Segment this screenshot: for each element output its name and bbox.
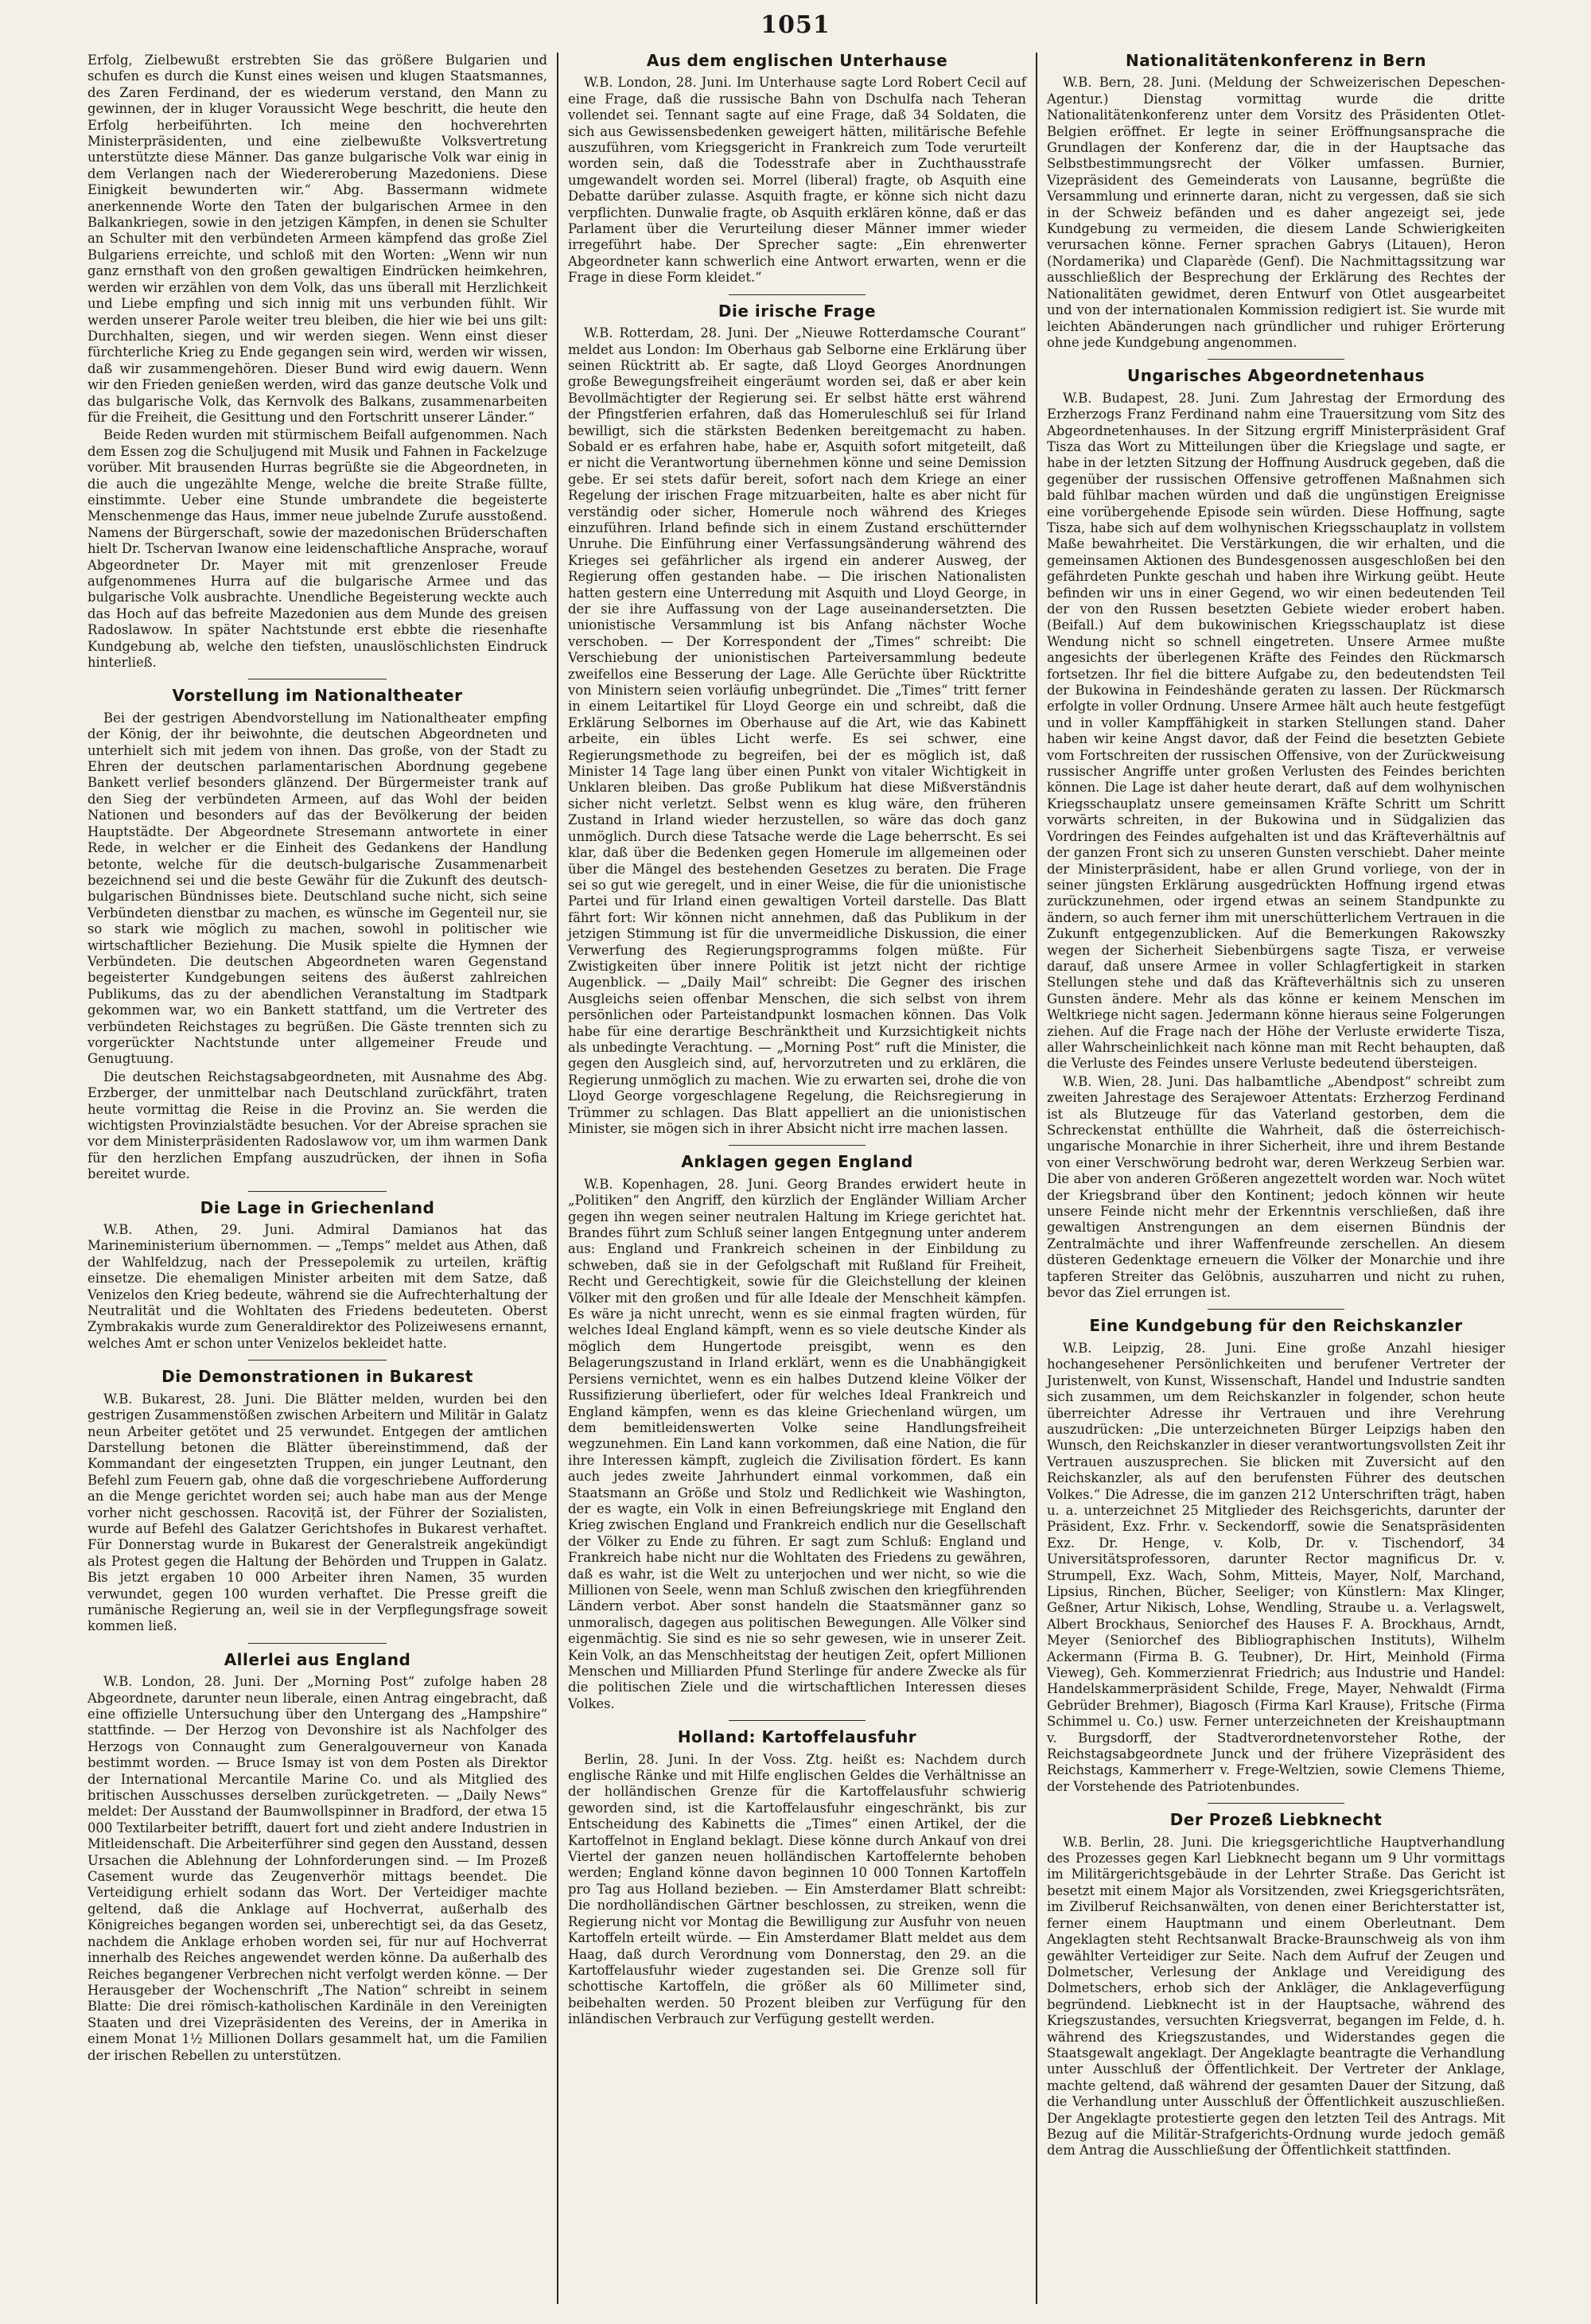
divider <box>1208 1803 1345 1804</box>
page-number: 1051 <box>760 11 831 39</box>
headline-kundgebung: Eine Kundgebung für den Reichskanzler <box>1089 1316 1463 1336</box>
article-paragraph: Bei der gestrigen Abendvorstellung im Nationaltheater empfing der König, der ihr beiwohnte, die deutschen Abgeordneten und unterhielt sich mit jedem von ihnen. Das große, von der Stadt zu Ehren der deutschen parlamentarischen Abordnung gegebene Bankett verlief besonders glänzend. Der Bürgermeister trank auf den Sieg der verbündeten Armeen, auf das Wohl der beiden Nationen und besonders auf das der Bevölkerung der beiden Hauptstädte. Der Abgeordnete Stresemann antwortete in einer Rede, in welcher er die Einheit des Gedankens der Handlung betonte, welche für die deutsch-bulgarische Zusammenarbeit bezeichnend sei und die beste Gewähr für die Zukunft des deutsch-bulgarischen Bündnisses biete. Deutschland suche nicht, sich seine Verbündeten dienstbar zu machen, es wünsche im Gegenteil nur, sie so stark wie möglich zu machen, sowohl in politischer wie wirtschaftlicher Beziehung. Die Musik spielte die Hymnen der Verbündeten. Die deutschen Abgeordneten waren Gegenstand begeisterter Kundgebungen seitens des äußerst zahlreichen Publikums, das zu der abendlichen Veranstaltung im Stadtpark gekommen war, wo ein Bankett stattfand, um die Vertreter des verbündeten Reichstages zu begrüßen. Die Gäste trennten sich zu vorgerückter Nachtstunde unter allgemeiner Freude und Genugtuung. <box>88 710 547 1067</box>
article-paragraph: Beide Reden wurden mit stürmischem Beifall aufgenommen. Nach dem Essen zog die Schuljugend mit Musik und Fahnen in Fackelzuge vorüber. Mit brausenden Hurras begrüßte sie die Abgeordneten, in die auch die ungezählte Menge, welche die breite Straße füllte, einstimmte. Ueber eine Stunde umbrandete die begeisterte Menschenmenge das Haus, immer neue jubelnde Zurufe ausstoßend. Namens der Bürgerschaft, sowie der mazedonischen Brüderschaften hielt Dr. Tschervan Iwanow eine leidenschaftliche Ansprache, worauf Abgeordneter Dr. Mayer mit mit grenzenloser Freude aufgenommenes Hurra auf die bulgarische Armee und das bulgarische Volk ausbrachte. Unendliche Begeisterung weckte auch das Hoch auf das befreite Mazedonien aus dem Munde des greisen Radoslawow. In später Nachtstunde erst ebbte die riesenhafte Kundgebung ab, welche den tiefsten, unauslöschlichsten Eindruck hinterließ. <box>88 427 547 671</box>
article-paragraph: W.B. Berlin, 28. Juni. Die kriegsgerichtliche Hauptverhandlung des Prozesses gegen Karl Liebknecht begann um 9 Uhr vormittags im Militärgerichtsgebäude in der Lehrter Straße. Das Gericht ist besetzt mit einem Major als Vorsitzenden, zwei Kriegsgerichtsräten, im Zivilberuf Reichsanwälten, von denen einer Berichterstatter ist, ferner einem Hauptmann und einem Oberleutnant. Dem Angeklagten steht Rechtsanwalt Bracke-Braunschweig als von ihm gewählter Verteidiger zur Seite. Nach dem Aufruf der Zeugen und Dolmetscher, Verlesung der Anklage und Vereidigung des Dolmetschers, erhob sich der Ankläger, die Anklageverfügung begründend. Liebknecht ist in der Hauptsache, während des Kriegszustandes, versuchten Kriegsverrat, begangen im Felde, d. h. während des Kriegszustandes, und Widerstandes gegen die Staatsgewalt angeklagt. Der Angeklagte beantragte die Verhandlung unter Ausschluß der Öffentlichkeit. Der Vertreter der Anklage, machte geltend, daß während der gesamten Dauer der Sitzung, daß die Verhandlung unter Ausschluß der Öffentlichkeit auszuschließen. Der Angeklagte protestierte gegen den letzten Teil des Antrags. Mit Bezug auf die Militär-Strafgerichts-Ordnung wurde jedoch gemäß dem Antrag die Ausschließung der Öffentlichkeit stattfinden. <box>1047 1834 1505 2159</box>
headline-bukarest: Die Demonstrationen in Bukarest <box>161 1367 473 1387</box>
article-paragraph: Die deutschen Reichstagsabgeordneten, mit Ausnahme des Abg. Erzberger, der unmittelbar nach Deutschland zurückfährt, traten heute vormittag die Reise in die Provinz an. Sie werden die wichtigsten Provinzialstädte besuchen. Vor der Abreise sprachen sie vor dem Ministerpräsidenten Radoslawow vor, um ihm warmen Dank für den herzlichen Empfang auszudrücken, der ihnen in Sofia bereitet wurde. <box>88 1069 547 1182</box>
divider <box>729 1145 866 1146</box>
headline-ungarn: Ungarisches Abgeordnetenhaus <box>1126 366 1426 386</box>
headline-anklagen: Anklagen gegen England <box>681 1152 913 1172</box>
article-paragraph: W.B. Rotterdam, 28. Juni. Der „Nieuwe Rotterdamsche Courant“ meldet aus London: Im Oberhaus gab Selborne eine Erklärung über seinen Rücktritt ab. Er sagte, daß Lloyd Georges Anordnungen große Bewegungsfreiheit eingeräumt worden sei, daß er aber kein Bevollmächtigter der Regierung sei. Er selbst hätte erst während der Pfingstferien erfahren, daß das Homeruleschluß sei für Irland bewilligt, sich die stärksten Bedenken bereitgemacht zu haben. Sobald er es erfahren habe, habe er, Asquith sofort mitgeteilt, daß er nicht die Verantwortung übernehmen könne und seine Demission gebe. Er sei stets dafür bereit, sofort nach dem Kriege an einer Regelung der irischen Frage mitzuarbeiten, halte es aber nicht für verständig oder sicher, Homerule noch während des Krieges einzuführen. Irland befinde sich in einem Zustand erschütternder Unruhe. Die Einführung einer Verfassungsänderung während des Krieges sei gefährlicher als irgend ein anderer Ausweg, der Regierung offen gestanden habe. — Die irischen Nationalisten hatten gestern eine Unterredung mit Asquith und Lloyd George, in der sie ihre Auffassung von der Lage auseinandersetzten. Die unionistische Versammlung ist bis Anfang nächster Woche verschoben. — Der Korrespondent der „Times“ schreibt: Die Verschiebung der unionistischen Parteiversammlung bedeute zweifellos eine Besserung der Lage. Alle Gerüchte über Rücktritte von Ministern seien vorläufig unbegründet. Die „Times“ tritt ferner in einem Leitartikel für Lloyd George ein und schreibt, daß die Erklärung Selbornes im Oberhause auf die Art, wie das Kabinett arbeite, ein übles Licht werfe. Es sei schwer, eine Regierungsmethode zu begreifen, bei der es möglich ist, daß Minister 14 Tage lang über einen Punkt von vitaler Wichtigkeit in Unklaren bleiben. Das große Publikum hat diese Mißverständnis sicher nicht verletzt. Selbst wenn es klug wäre, den früheren Zustand in Irland wieder herzustellen, so wäre das doch ganz unmöglich. Durch diese Tatsache werde die Lage beherrscht. Es sei klar, daß über die Bedenken gegen Homerule im allgemeinen oder über die Mängel des bestehenden Gesetzes zu beraten. Die Frage sei so gut wie geregelt, und in einer Weise, die für die unionistische Partei und für Irland einen gewaltigen Vorteil darstelle. Das Blatt fährt fort: Wir können nicht annehmen, daß das Publikum in der jetzigen Stimmung ist für die unvermeidliche Diskussion, die einer Verwerfung des Regierungsprogramms folgen müßte. Für Zwistigkeiten über innere Politik ist jetzt nicht der richtige Augenblick. — „Daily Mail“ schreibt: Die Gegner des irischen Ausgleichs seien offenbar Menschen, die sich selbst von ihrem persönlichen oder Parteistandpunkt losmachen können. Das Volk habe für eine derartige Beschränktheit und Kurzsichtigkeit nichts als unbedingte Verachtung. — „Morning Post“ ruft die Minister, die gegen den Ausgleich sind, auf, hervorzutreten und zu erklären, die Regierung unmöglich zu machen. Wie zu erwarten sei, drohe die von Lloyd George vorgeschlagene Regelung, die Reichsregierung in Trümmer zu schlagen. Das Blatt appelliert an die unionistischen Minister, sie mögen sich in ihrer Absicht nicht irre machen lassen. <box>568 325 1026 1136</box>
divider <box>1208 1309 1345 1310</box>
article-paragraph: W.B. Bukarest, 28. Juni. Die Blätter melden, wurden bei den gestrigen Zusammenstößen zwischen Arbeitern und Militär in Galatz neun Arbeiter getötet und 25 verwundet. Entgegen der amtlichen Darstellung betonen die Blätter übereinstimmend, daß der Kommandant der eingesetzten Truppen, ein junger Leutnant, den Befehl zum Feuern gab, ohne daß die vorgeschriebene Aufforderung an die Menge gerichtet worden sei; auch habe man aus der Menge vorher nicht geschossen. Racoviță ist, der Führer der Sozialisten, wurde auf Befehl des Galatzer Gerichtshofes in Bukarest verhaftet. Für Donnerstag wurde in Bukarest der Generalstreik angekündigt als Protest gegen die Haltung der Behörden und Truppen in Galatz. Bis jetzt ergaben 10 000 Arbeiter ihren Namen, 35 wurden verwundet, gegen 100 wurden verhaftet. Die Presse greift die rumänische Regierung an, weil sie in der Verpflegungsfrage soweit kommen ließ. <box>88 1391 547 1634</box>
headline-england: Allerlei aus England <box>224 1649 411 1669</box>
column-1 <box>78 53 557 2304</box>
divider <box>729 1720 866 1721</box>
article-paragraph: W.B. Leipzig, 28. Juni. Eine große Anzahl hiesiger hochangesehener Persönlichkeiten und berufener Vertreter der Juristenwelt, von Kunst, Wissenschaft, Handel und Industrie sandten sich zusammen, um dem Reichskanzler in folgender, schon heute überreichter Adresse ihr Vertrauen und ihre Verehrung auszudrücken: „Die unterzeichneten Bürger Leipzigs haben den Wunsch, den Reichskanzler in dieser verantwortungsvollsten Zeit ihr Vertrauen auszusprechen. Sie blicken mit Zuversicht auf den Reichskanzler, als auf den berufensten Führer des deutschen Volkes.“ Die Adresse, die im ganzen 212 Unterschriften trägt, haben u. a. unterzeichnet 25 Mitglieder des Reichsgerichts, darunter der Präsident, Exz. Frhr. v. Seckendorff, sowie die Senatspräsidenten Exz. Dr. Henge, v. Kolb, Dr. v. Tischendorf, 34 Universitätsprofessoren, darunter Rector magnificus Dr. v. Strumpell, Exz. Wach, Sohm, Mitteis, Mayer, Nolf, Marchand, Lipsius, Rinchen, Bücher, Seeliger; von Künstlern: Max Klinger, Geßner, Artur Nikisch, Lohse, Wendling, Straube u. a. Verlagswelt, Albert Brockhaus, Seniorchef des Hauses F. A. Brockhaus, Arndt, Meyer (Seniorchef des Bibliographischen Instituts), Wilhelm Ackermann (Firma B. G. Teubner), Dr. Hirt, Meinhold (Firma Vieweg), Geh. Kommerzienrat Friedrich; aus Industrie und Handel: Handelskammerpräsident Schilde, Frege, Mayer, Nehwaldt (Firma Gebrüder Brehmer), Biagosch (Firma Karl Krause), Fritsche (Firma Schimmel u. Co.) usw. Ferner unterzeichneten der Kreishauptmann v. Burgsdorff, der Stadtverordnetenvorsteher Rothe, der Reichstagsabgeordnete Junck und der frühere Vizepräsident des Reichstags, Kammerherr v. Frege-Weltzien, sowie Clemens Thieme, der Vorstehende des Patriotenbundes. <box>1047 1340 1505 1794</box>
article-paragraph: W.B. Wien, 28. Juni. Das halbamtliche „Abendpost“ schreibt zum zweiten Jahrestage des Serajewoer Attentats: Erzherzog Ferdinand ist als Blutzeuge für das Vaterland gestorben, dem die Schreckenstat enthüllte die Wahrheit, daß die österreichisch-ungarische Monarchie in ihrer Sicherheit, ihre und ihrem Bestande von einer Verschwörung bedroht war, deren Werkzeug Serbien war. Die aber von anderen Größeren angezettelt worden war. Noch wütet der Kriegsbrand über den Kontinent; jedoch können wir heute unsere Feinde nicht mehr der Erkenntnis verschließen, daß ihre gewaltigen Anstrengungen an dem eisernen Bündnis der Zentralmächte und ihrer Waffenfreunde zerschellen. An diesem düsteren Gedenktage erneuern die Völker der Monarchie und ihre tapferen Streiter das Gelöbnis, auszuharren und nicht zu ruhen, bevor das Ziel errungen ist. <box>1047 1073 1505 1301</box>
column-2 <box>557 53 1036 2304</box>
headline-griechenland: Die Lage in Griechenland <box>200 1197 435 1217</box>
article-paragraph: Erfolg, Zielbewußt erstrebten Sie das größere Bulgarien und schufen es durch die Kunst eines weisen und klugen Staatsmannes, des Zaren Ferdinand, der es wiederum verstand, den Mann zu gewinnen, der in kluger Voraussicht Wege beschritt, die heute den Erfolg herbeiführten. Ich meine den hochverehrten Ministerpräsidenten, und eine zielbewußte Volksvertretung unterstützte diese Männer. Das ganze bulgarische Volk war einig in dem Verlangen nach der Wiedereroberung Mazedoniens. Diese Einigkeit bewunderten wir.“ Abg. Bassermann widmete anerkennende Worte den Taten der bulgarischen Armee in den Balkankriegen, sowie in den jetzigen Kämpfen, in denen sie Schulter an Schulter mit den verbündeten Armeen kämpfend das große Ziel Bulgariens erreichte, und schloß mit den Worten: „Wenn wir nun ganz ernsthaft von den großen gewaltigen Eindrücken heimkehren, werden wir erzählen von dem Volk, das uns überall mit Herzlichkeit und Liebe empfing und sich innig mit uns verbunden fühlt. Wir werden unserer Parole weiter treu bleiben, die hier wie bei uns gilt: Durchhalten, siegen, und wir werden siegen. Wenn einst dieser fürchterliche Krieg zu Ende gegangen sein wird, werden wir wissen, daß wir zusammengehören. Dieser Bund wird ewig dauern. Wenn wir den Frieden genießen werden, wird das ganze deutsche Volk und das bulgarische Volk, das Kernvolk des Balkans, zusammenarbeiten für die Freiheit, die Gesittung und den Fortschritt unserer Länder.“ <box>88 53 547 425</box>
article-paragraph: W.B. Athen, 29. Juni. Admiral Damianos hat das Marineministerium übernommen. — „Temps“ meldet aus Athen, daß der Wahlfeldzug, nach der Pressepolemik zu urteilen, kräftig einsetze. Die ehemaligen Minister arbeiten mit dem Satze, daß Venizelos den Krieg bedeute, während sie die Aufrechterhaltung der Neutralität und die Wohltaten des Friedens bedeuteten. Oberst Zymbrakakis wurde zum Generaldirektor des Polizeiwesens ernannt, welches Amt er schon unter Venizelos bekleidet hatte. <box>88 1222 547 1351</box>
article-paragraph: W.B. Kopenhagen, 28. Juni. Georg Brandes erwidert heute in „Politiken“ den Angriff, den kürzlich der Engländer William Archer gegen ihn wegen seiner neutralen Haltung im Kriege gerichtet hat. Brandes führt zum Schluß seiner langen Entgegnung unter anderem aus: England und Frankreich scheinen in der Einbildung zu schweben, daß sie in der Gefolgschaft mit Rußland für Freiheit, Recht und Gerechtigkeit, sowie für die Gleichstellung der kleinen Völker mit den großen und für alle Ideale der Menschheit kämpfen. Es wäre ja nicht unrecht, wenn es sie einmal fragten würden, für welches Ideal England kämpft, wenn es so viele deutsche Kinder als möglich dem Hungertode preisgibt, wenn es den Belagerungszustand in Irland erklärt, wenn es die Unabhängigkeit Persiens vernichtet, wenn es ein halbes Dutzend kleine Völker der Russifizierung überliefert, oder für welches Ideal Frankreich und England kämpfen, wenn es das kleine Griechenland würgen, um dem bemitleidenswerten Volke seine Handlungsfreiheit wegzunehmen. Ein Land kann vorkommen, daß eine Nation, die für ihre Interessen kämpft, zugleich die Zivilisation fördert. Es kann auch jedes zweite Jahrhundert einmal vorkommen, daß ein Staatsmann an Größe und Stolz und Redlichkeit wie Washington, der es wagte, ein Volk in einen Befreiungskriege mit England den Krieg zwischen England und Frankreich endlich nur die Gesellschaft der Völker zu Ende zu führen. Er sagt zum Schluß: England und Frankreich habe nicht nur die Wohltaten des Friedens zu gewähren, daß es wahr, ist die Welt zu unterjochen und wer nicht, so wie die Millionen von Seele, wenn man Schluß zwischen den kriegführenden Ländern verbot. Aber sonst handeln die Staatsmänner ganz so unmoralisch, dagegen aus politischen Bewegungen. Alle Völker sind eigenmächtig. Sie sind es nie so sehr gewesen, wie in unserer Zeit. Kein Volk, an das Menschheitstag der heutigen Zeit, opfert Millionen Menschen und Milliarden Pfund Sterlinge für andere Zwecke als für die politischen Ziele und die wirtschaftlichen Interessen dieses Volkes. <box>568 1176 1026 1711</box>
newspaper-columns <box>78 53 1516 2304</box>
column-3 <box>1036 53 1515 2304</box>
headline-holland: Holland: Kartoffelausfuhr <box>677 1727 917 1747</box>
headline-vorstellung: Vorstellung im Nationaltheater <box>172 686 463 706</box>
article-paragraph: W.B. Bern, 28. Juni. (Meldung der Schweizerischen Depeschen-Agentur.) Dienstag vormittag wurde die dritte Nationalitätenkonferenz unter dem Vorsitz des Präsidenten Otlet-Belgien eröffnet. Er legte in seiner Eröffnungsansprache die Grundlagen der Konferenz dar, die in der Hauptsache das Selbstbestimmungsrecht der Völker umfassen. Burnier, Vizepräsident des Gemeinderats von Lausanne, begrüßte die Versammlung und erinnerte daran, nicht zu vergessen, daß sie sich in der Schweiz befänden und es daher angezeigt sei, jede Kundgebung zu vermeiden, die diesem Lande Schwierigkeiten verursachen könne. Ferner sprachen Gabrys (Litauen), Heron (Nordamerika) und Claparède (Genf). Die Nachmittagssitzung war ausschließlich der Besprechung der Erklärung des Rechtes der Nationalitäten gewidmet, deren Entwurf von Otlet ausgearbeitet und von der internationalen Kommission redigiert ist. Sie wurde mit leichten Abänderungen nach gründlicher und ruhiger Erörterung ohne jede Kundgebung angenommen. <box>1047 75 1505 350</box>
divider <box>729 294 866 295</box>
headline-prozess: Der Prozeß Liebknecht <box>1169 1810 1383 1830</box>
headline-irische-frage: Die irische Frage <box>718 301 877 321</box>
headline-bern: Nationalitätenkonferenz in Bern <box>1126 53 1426 70</box>
divider <box>1208 359 1345 360</box>
article-paragraph: W.B. London, 28. Juni. Der „Morning Post“ zufolge haben 28 Abgeordnete, darunter neun liberale, einen Antrag eingebracht, daß eine offizielle Untersuchung über den Untergang des „Hampshire“ stattfinde. — Der Herzog von Devonshire ist als Nachfolger des Herzogs von Connaught zum Generalgouverneur von Kanada bestimmt worden. — Bruce Ismay ist von dem Posten als Direktor der International Mercantile Marine Co. und als Mitglied des britischen Ausschusses derselben zurückgetreten. — „Daily News“ meldet: Der Ausstand der Baumwollspinner in Bradford, der etwa 15 000 Textilarbeiter betrifft, dauert fort und zieht andere Industrien in Mitleidenschaft. Die Arbeiterführer sind gegen den Ausstand, dessen Ursachen die Ablehnung der Lohnforderungen sind. — Im Prozeß Casement wurde das Zeugenverhör mittags beendet. Die Verteidigung erhielt sodann das Wort. Der Verteidiger machte geltend, daß die Anklage auf Hochverrat, außerhalb des Königreiches begangen worden sei, unberechtigt sei, da das Gesetz, nachdem die Anklage erhoben worden sei, für nur auf Hochverrat innerhalb des Reiches angewendet werden könne. Da außerhalb des Reiches begangener Verbrechen nicht verfolgt werden könne. — Der Herausgeber der Wochenschrift „The Nation“ schreibt in seinem Blatte: Die drei römisch-katholischen Kardinäle in den Vereinigten Staaten und drei Vizepräsidenten des Vereins, der in Amerika in einem Monat 1½ Millionen Dollars gesammelt hat, um die Familien der irischen Rebellen zu unterstützen. <box>88 1674 547 2063</box>
divider <box>248 1643 386 1644</box>
article-paragraph: W.B. Budapest, 28. Juni. Zum Jahrestag der Ermordung des Erzherzogs Franz Ferdinand nahm eine Trauersitzung vom Sitz des Abgeordnetenhauses. In der Sitzung ergriff Ministerpräsident Graf Tisza das Wort zu Mitteilungen über die Kriegslage und sagte, er habe in der letzten Sitzung der Hoffnung Ausdruck gegeben, daß die gegenüber der russischen Offensive getroffenen Maßnahmen sich bald fühlbar machen würden und daß die ungünstigen Ereignisse eine vorübergehende Episode sein würden. Diese Hoffnung, sagte Tisza, habe sich auf dem wolhynischen Kriegsschauplatz in vollstem Maße bewahrheitet. Die Verstärkungen, die wir erhalten, und die gemeinsamen Aktionen des Bundesgenossen ausgeschloßen bei den gefährdeten Punkte geschah und haben ihre Wirkung geübt. Heute befinden wir uns in einer Gegend, wo wir einen bedeutenden Teil der von den Russen besetzten Gebiete wieder erobert haben. (Beifall.) Auf dem bukowinischen Kriegsschauplatz ist diese Wendung nicht so schnell eingetreten. Unsere Armee mußte angesichts der überlegenen Kräfte des Feindes den Rückmarsch fortsetzen. Ihr fiel die bittere Aufgabe zu, den bedeutendsten Teil der Bukowina in Feindeshände geraten zu lassen. Der Rückmarsch erfolgte in voller Ordnung. Unsere Armee hält auch heute festgefügt und in voller Kampffähigkeit in starken Stellungen stand. Daher haben wir keine Angst davor, daß der Feind die besetzten Gebiete vom Fortschreiten der russischen Offensive, von der Zurückweisung russischer Angriffe unter großen Verlusten des Feindes berichten können. Die Lage ist daher heute derart, daß auf dem wolhynischen Kriegsschauplatz unsere gemeinsamen Kräfte Schritt um Schritt vorwärts schreiten, in der Bukowina und in Südgalizien das Vordringen des Feindes aufgehalten ist und das Kräfteverhältnis auf der ganzen Front sich zu unseren Gunsten verschiebt. Daher meinte der Ministerpräsident, habe er allen Grund vorliege, von der in seiner jüngsten Erklärung ausgedrückten Hoffnung irgend etwas zurückzunehmen, oder irgend etwas an seinem Standpunkte zu ändern, so auch ferner ihm mit unerschütterlichem Vertrauen in die Zukunft entgegenzublicken. Auf die Bemerkungen Rakowszky wegen der Sicherheit Siebenbürgens sagte Tisza, er verweise darauf, daß unsere Armee in voller Schlagfertigkeit in starken Stellungen stehe und daß das Kräfteverhältnis sich zu unseren Gunsten ändere. Mehr als das könne er keinem Menschen im Weltkriege nicht sagen. Jedermann könne hieraus seine Folgerungen ziehen. Auf die Frage nach der Höhe der Verluste erwiderte Tisza, aller Wahrscheinlichkeit nach könne man mit Recht behaupten, daß die Verluste des Feindes unsere Verluste bedeutend übersteigen. <box>1047 390 1505 1072</box>
headline-unterhaus: Aus dem englischen Unterhause <box>646 53 948 70</box>
article-paragraph: W.B. London, 28. Juni. Im Unterhause sagte Lord Robert Cecil auf eine Frage, daß die russische Bahn von Dschulfa nach Teheran vollendet sei. Tennant sagte auf eine Frage, daß 34 Soldaten, die sich aus Gewissensbedenken geweigert hätten, militärische Befehle auszuführen, vom Kriegsgericht in Frankreich zum Tode verurteilt worden sein, daß die Todesstrafe aber in Zuchthausstrafe umgewandelt worden sei. Morrel (liberal) fragte, ob Asquith eine Debatte darüber zulasse. Asquith fragte, er könne sich nicht dazu verpflichten. Dunwalie fragte, ob Asquith erklären könne, daß er das Parlament über die Verurteilung dieser Männer immer wieder irregeführt habe. Der Sprecher sagte: „Ein ehrenwerter Abgeordneter kann schwerlich eine Antwort erwarten, wenn er die Frage in diese Form kleidet.“ <box>568 75 1026 286</box>
divider <box>248 1191 386 1192</box>
article-paragraph: Berlin, 28. Juni. In der Voss. Ztg. heißt es: Nachdem durch englische Ränke und mit Hilfe englischen Geldes die Verhältnisse an der holländischen Grenze für die Kartoffelausfuhr schwierig geworden sind, ist die Kartoffelausfuhr eingeschränkt, bis zur Entscheidung des Kabinetts die „Times“ einen Artikel, der die Kartoffelnot in England beklagt. Diese könne durch Ankauf von drei Viertel der ganzen neuen holländischen Kartoffelernte behoben werden; England könne davon beginnen 10 000 Tonnen Kartoffeln pro Tag aus Holland bezieben. — Ein Amsterdamer Blatt schreibt: Die nordholländischen Gärtner beschlossen, zu streiken, wenn die Regierung nicht vor Montag die Bewilligung zur Ausfuhr von neuen Kartoffeln erteilt würde. — Ein Amsterdamer Blatt meldet aus dem Haag, daß durch Verordnung vom Donnerstag, den 29. an die Kartoffelausfuhr wieder zugestanden sei. Die Grenze soll für schottische Kartoffeln, die größer als 60 Millimeter sind, beibehalten werden. 50 Prozent bleiben zur Verfügung für den inländischen Verbrauch zur Verfügung gestellt werden. <box>568 1751 1026 2027</box>
divider <box>248 1360 386 1361</box>
